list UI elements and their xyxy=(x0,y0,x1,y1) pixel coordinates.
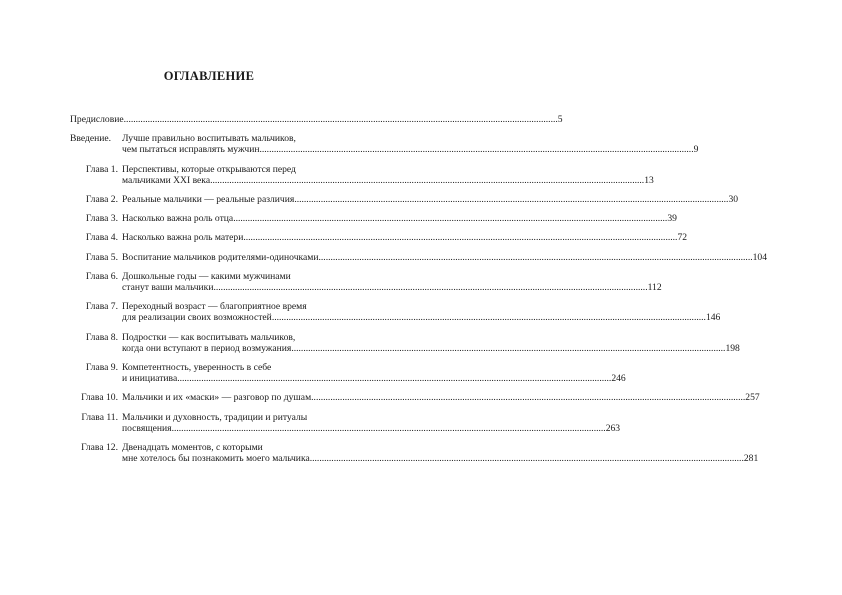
toc-entry-chapter-5 xyxy=(70,251,768,263)
dot-leader xyxy=(294,194,728,205)
toc-page-number: 72 xyxy=(677,232,688,244)
toc-entry-title-line: Подростки — как воспитывать мальчиков, xyxy=(122,331,296,343)
dot-leader xyxy=(259,144,693,155)
toc-page-number: 39 xyxy=(667,213,677,225)
toc-entry-label: Глава 11. xyxy=(81,411,118,423)
toc-entry-chapter-12 xyxy=(70,442,759,465)
toc-entry-chapter-9 xyxy=(70,362,626,385)
toc-entry-label: Глава 12. xyxy=(81,442,118,454)
toc-entry-preface xyxy=(70,114,563,125)
toc-entry-label: Введение. xyxy=(70,133,112,145)
toc-page-number: 112 xyxy=(647,282,662,294)
toc-entry-title-line: посвящения xyxy=(122,422,172,434)
toc-entry-title-line: Лучше правильно воспитывать мальчиков, xyxy=(122,133,296,145)
toc-entry-chapter-7 xyxy=(70,301,721,324)
dot-leader xyxy=(310,453,744,464)
toc-page-number: 263 xyxy=(605,422,621,434)
toc-entry-label: Глава 8. xyxy=(85,331,118,343)
toc-entry-title-line: Мальчики и их «маски» — разговор по душам xyxy=(122,392,312,404)
toc-entry-title-line: когда они вступают в период возмужания xyxy=(122,342,292,354)
toc-entry-title-line: для реализации своих возможностей xyxy=(122,312,272,324)
toc-entry-chapter-1 xyxy=(70,163,654,186)
toc-entry-title-line: Насколько важна роль отца xyxy=(122,213,234,225)
toc-entry-chapter-6 xyxy=(70,270,662,294)
toc-entry-title-line: Насколько важна роль матери xyxy=(122,232,244,244)
toc-entry-title-line: Мальчики и духовность, традиции и ритуалы xyxy=(122,411,308,423)
toc-page-number: 281 xyxy=(743,453,759,465)
toc-page-number: 246 xyxy=(611,373,626,385)
toc-entry-title: Предисловие xyxy=(70,114,124,125)
toc-page-number: 146 xyxy=(705,312,721,324)
toc-entry-label: Глава 3. xyxy=(85,213,118,225)
toc-entry-label: Глава 10. xyxy=(81,392,118,404)
dot-leader xyxy=(311,392,745,403)
toc-entry-chapter-11 xyxy=(70,411,621,434)
toc-page-number: 5 xyxy=(557,114,563,125)
toc-entry-label: Глава 5. xyxy=(85,251,118,263)
toc-page-number: 13 xyxy=(644,174,654,186)
dot-leader xyxy=(233,213,667,224)
toc-entry-title-line: Воспитание мальчиков родителями-одиночками xyxy=(122,251,319,263)
toc-entry-label: Глава 4. xyxy=(85,232,118,244)
dot-leader xyxy=(210,175,644,186)
dot-leader xyxy=(272,312,706,323)
dot-leader xyxy=(243,232,677,243)
toc-entry-chapter-4 xyxy=(70,232,688,244)
dot-leader xyxy=(172,423,606,434)
toc-entry-title-line: мальчиками XXI века xyxy=(122,174,211,186)
dot-leader xyxy=(291,343,725,354)
toc-entry-title-line: чем пытаться исправлять мужчин xyxy=(122,144,260,156)
toc-entry-label: Глава 1. xyxy=(85,163,118,175)
toc-entry-chapter-8 xyxy=(70,331,740,354)
toc-page-number: 104 xyxy=(752,251,768,263)
toc-page-number: 30 xyxy=(728,194,739,206)
toc-entry-title-line: станут ваши мальчики xyxy=(122,282,214,294)
toc-entry-title-line: Двенадцать моментов, с которыми xyxy=(122,442,263,454)
toc-page-number: 198 xyxy=(725,342,740,354)
toc-entry-title-line: Переходный возраст — благоприятное время xyxy=(122,301,307,313)
page-title: ОГЛАВЛЕНИЕ xyxy=(163,69,255,83)
toc-page-number: 9 xyxy=(693,144,699,156)
toc-entry-label: Глава 2. xyxy=(85,194,118,206)
toc-entry-label: Глава 9. xyxy=(85,362,118,374)
dot-leader xyxy=(319,252,753,263)
table-of-contents xyxy=(70,114,768,472)
toc-entry-chapter-10 xyxy=(70,392,760,404)
toc-entry-chapter-3 xyxy=(70,213,677,225)
toc-entry-title-line: Реальные мальчики — реальные различия xyxy=(122,194,295,206)
toc-entry-title-line: Дошкольные годы — какими мужчинами xyxy=(122,270,291,282)
toc-entry-title-line: Компетентность, уверенность в себе xyxy=(122,362,272,374)
dot-leader xyxy=(124,114,558,125)
toc-page-number: 257 xyxy=(745,392,760,404)
toc-entry-title-line: мне хотелось бы познакомить моего мальчика xyxy=(122,453,310,465)
dot-leader xyxy=(177,373,611,384)
toc-entry-chapter-2 xyxy=(70,194,739,206)
toc-entry-title-line: и инициатива xyxy=(122,373,178,385)
toc-entry-introduction xyxy=(70,133,699,156)
dot-leader xyxy=(213,282,647,293)
toc-entry-label: Глава 7. xyxy=(85,301,118,313)
toc-entry-title-line: Перспективы, которые открываются перед xyxy=(122,163,296,175)
toc-entry-label: Глава 6. xyxy=(85,270,118,282)
